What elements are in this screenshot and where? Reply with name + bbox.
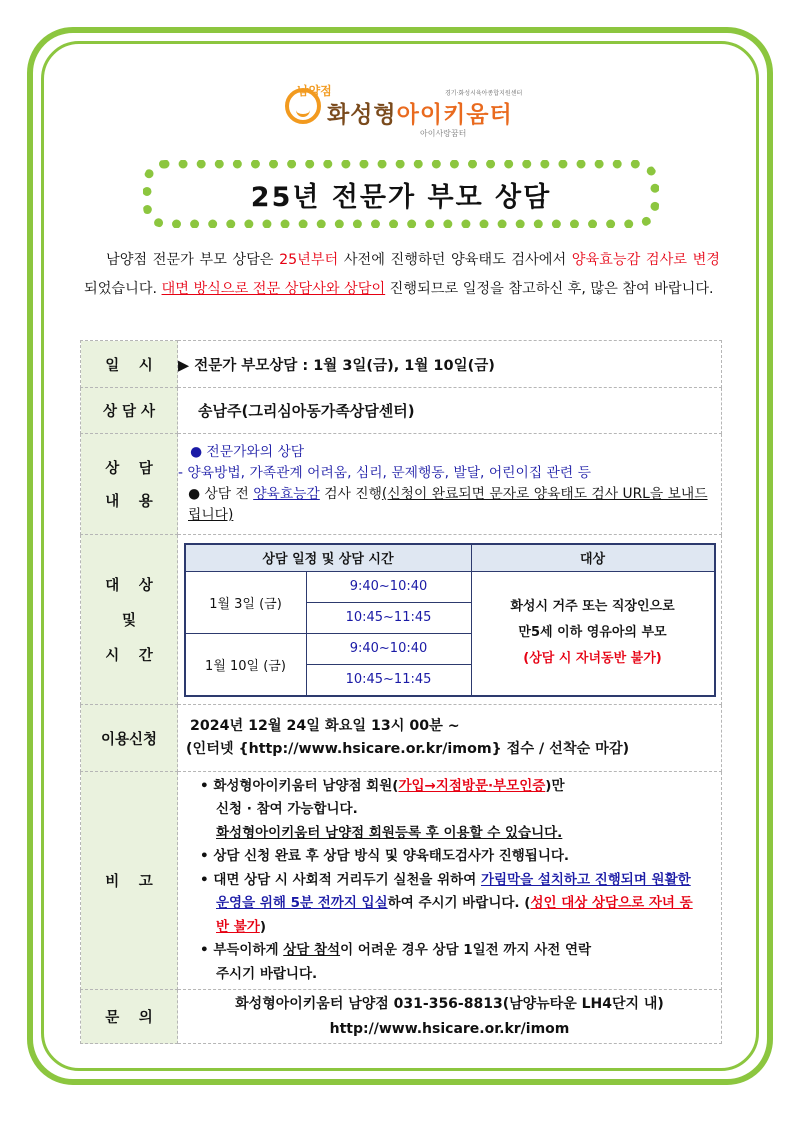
schedule-table bbox=[184, 543, 716, 697]
row-target bbox=[81, 535, 722, 705]
day-cell: 1월 3일 (금) bbox=[185, 571, 307, 633]
row-apply bbox=[81, 705, 722, 772]
info-table bbox=[80, 340, 722, 1044]
label-target: 대 상 및 시 간 bbox=[81, 535, 178, 705]
label-contact: 문 의 bbox=[81, 990, 178, 1044]
contact-url[interactable]: http://www.hsicare.or.kr/imom bbox=[329, 1020, 570, 1037]
label-notes: 비 고 bbox=[81, 772, 178, 990]
intro-paragraph: 남양점 전문가 부모 상담은 25년부터 사전에 진행하던 양육태도 검사에서 양육효능감 검사로 변경되었습니다. 대면 방식으로 전문 상담사와 상담이 진행되므로 일정을 참고하신 후, 많은 참여 바랍니다. bbox=[84, 252, 720, 297]
header-target: 대상 bbox=[471, 544, 715, 572]
counselor-text: 송남주(그리심아동가족상담센터) bbox=[178, 388, 722, 434]
row-content bbox=[81, 434, 722, 535]
day-cell: 1월 10일 (금) bbox=[185, 633, 307, 696]
notes-text: • 화성형아이키움터 남양점 회원(가입→지점방문·부모인증)만 신청 · 참여 가능합니다. 화성형아이키움터 남양점 회원등록 후 이용할 수 있습니다. • 상담 신청 완료 후 상담 방식 및 양육태도검사가 진행됩니다. • 대면 상담 시 사회적 거리두기 실천을 위하여 가림막을 설치하고 진행되며 원활한 운영을 위해 5분 전까지 입실하여 주시기 바랍니다. (성인 대상 상담으로 자녀 동반 불가) • 부득이하게 상담 참석이 어려운 경우 상담 1일전 까지 사전 연락 주시기 바랍니다. bbox=[178, 772, 722, 990]
contact-text: 화성형아이키움터 남양점 031-356-8813(남양뉴타운 LH4단지 내) http://www.hsicare.or.kr/imom bbox=[178, 990, 722, 1044]
row-date bbox=[81, 341, 722, 388]
logo bbox=[285, 82, 545, 142]
time-cell: 9:40~10:40 bbox=[306, 633, 471, 664]
logo-branch: 남양점 bbox=[297, 84, 332, 98]
label-counselor: 상 담 사 bbox=[81, 388, 178, 434]
row-counselor bbox=[81, 388, 722, 434]
time-cell: 10:45~11:45 bbox=[306, 664, 471, 696]
label-content: 상 담 내 용 bbox=[81, 434, 178, 535]
title-box bbox=[143, 160, 659, 228]
row-notes bbox=[81, 772, 722, 990]
label-date: 일 시 bbox=[81, 341, 178, 388]
content-text: ● 전문가와의 상담 - 양육방법, 가족관계 어려움, 심리, 문제행동, 발달, 어린이집 관련 등 ● 상담 전 양육효능감 검사 진행(신청이 완료되면 문자로 양육태도 검사 URL을 보내드립니다) bbox=[178, 434, 722, 535]
row-contact bbox=[81, 990, 722, 1044]
date-text: ▶ 전문가 부모상담 : 1월 3일(금), 1월 10일(금) bbox=[178, 341, 722, 388]
header-schedule: 상담 일정 및 상담 시간 bbox=[185, 544, 472, 572]
time-cell: 10:45~11:45 bbox=[306, 602, 471, 633]
logo-sub: 아이사랑꿈터 bbox=[420, 129, 467, 138]
time-cell: 9:40~10:40 bbox=[306, 571, 471, 602]
target-cell: 화성시 거주 또는 직장인으로 만5세 이하 영유아의 부모 (상담 시 자녀동반 불가) bbox=[471, 571, 715, 696]
logo-name: 화성형아이키움터 bbox=[327, 102, 513, 128]
page-title: 25년 전문가 부모 상담 bbox=[250, 181, 552, 213]
logo-org: 경기·화성시육아종합지원센터 bbox=[445, 90, 523, 97]
label-apply: 이용신청 bbox=[81, 705, 178, 772]
apply-text: 2024년 12월 24일 화요일 13시 00분 ~ (인터넷 {http://www.hsicare.or.kr/imom} 접수 / 선착순 마감) bbox=[178, 705, 722, 772]
